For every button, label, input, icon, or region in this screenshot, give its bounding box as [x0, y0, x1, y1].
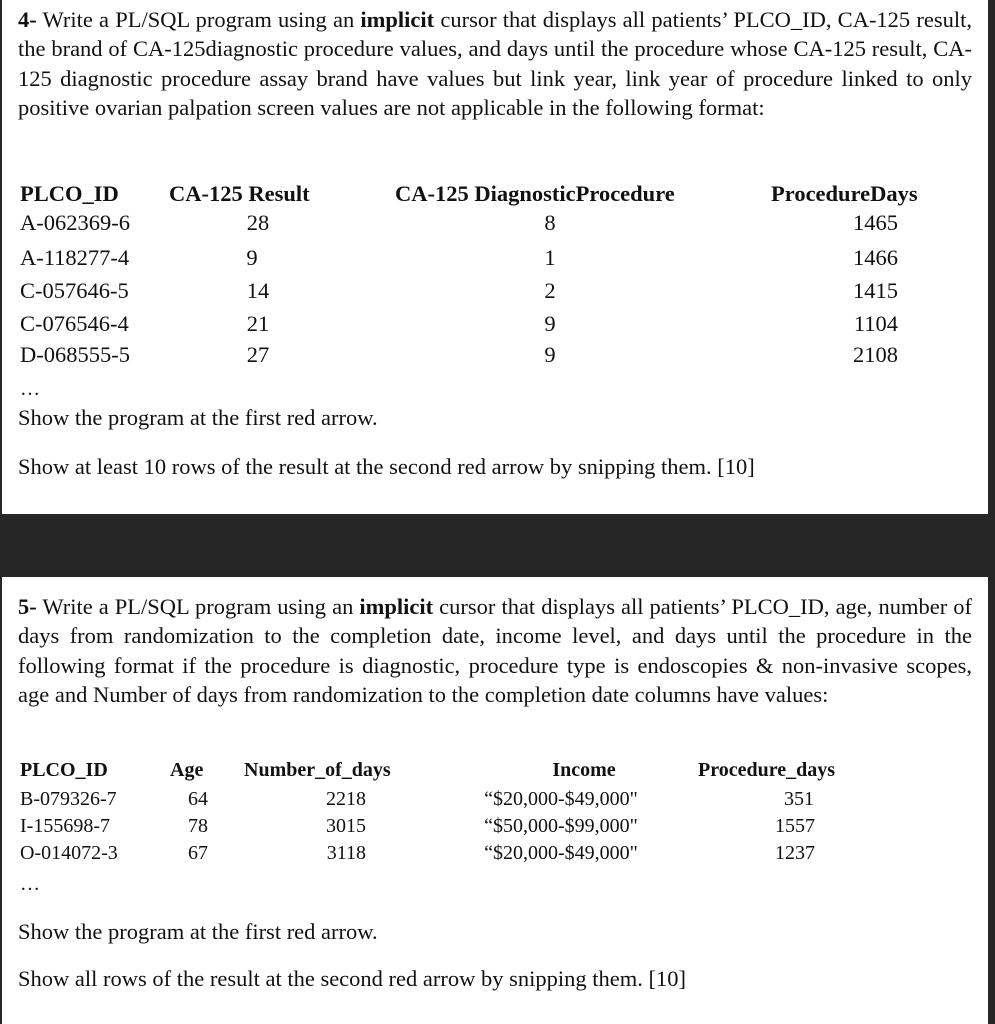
- q4-header-plco-id: PLCO_ID: [20, 181, 119, 206]
- q5-header-procedure-days: Procedure_days: [698, 759, 836, 781]
- q4-row5-plco-id: D-068555-5: [20, 342, 130, 367]
- q4-row2-result: 9: [246, 245, 258, 270]
- q5-row2-procedure-days: 1557: [775, 815, 815, 837]
- q4-row1-days: 1465: [853, 210, 898, 235]
- q5-row2-age: 78: [188, 815, 208, 837]
- q5-row3-income: “$20,000-$49,000": [484, 842, 638, 864]
- q4-row2-procedure: 1: [544, 245, 556, 270]
- q4-row1-result: 28: [246, 210, 270, 235]
- q4-row3-days: 1415: [853, 278, 898, 303]
- q5-row3-procedure-days: 1237: [775, 842, 815, 864]
- q4-bold-word: implicit: [360, 7, 435, 32]
- q4-row3-plco-id: C-057646-5: [20, 278, 129, 303]
- q5-header-plco-id: PLCO_ID: [20, 759, 108, 781]
- q4-row3-result: 14: [246, 278, 270, 303]
- q5-row3-number-of-days: 3118: [326, 842, 366, 864]
- q5-text-after: cursor that displays all patients’ PLCO_ID, age, number of days from randomization to the completion date, income level, and days until the procedure in the following format if the procedure is diagnostic, procedure type is endoscopies & non-invasive scopes, age and Number of days from randomization to the completion date columns have values:: [18, 594, 973, 707]
- q4-ellipsis: …: [20, 378, 41, 400]
- q4-row4-plco-id: C-076546-4: [20, 311, 129, 336]
- q5-header-age: Age: [170, 759, 204, 781]
- q4-header-ca125-result: CA-125 Result: [169, 181, 310, 206]
- q4-row5-days: 2108: [853, 342, 898, 367]
- q5-row1-procedure-days: 351: [784, 788, 814, 810]
- q5-header-number-of-days: Number_of_days: [244, 759, 391, 781]
- q5-bold-word: implicit: [359, 594, 434, 619]
- q4-row4-procedure: 9: [544, 311, 556, 336]
- q4-text-before: Write a PL/SQL program using an: [36, 7, 361, 32]
- q5-row2-income: “$50,000-$99,000": [484, 815, 638, 837]
- q4-row5-procedure: 9: [544, 342, 556, 367]
- q4-paragraph: [18, 5, 972, 122]
- q4-row3-procedure: 2: [544, 278, 556, 303]
- q4-row4-days: 1104: [853, 311, 898, 336]
- q4-header-procedure-days: ProcedureDays: [771, 181, 918, 206]
- q5-row1-number-of-days: 2218: [326, 788, 366, 810]
- q4-row1-procedure: 8: [544, 210, 556, 235]
- q5-ellipsis: …: [20, 873, 41, 895]
- q5-row1-income: “$20,000-$49,000": [484, 788, 638, 810]
- q4-text-after: cursor that displays all patients’ PLCO_ID, CA-125 result, the brand of CA-125diagnostic procedure values, and days until the procedure whose CA-125 result, CA-125 diagnostic procedure assay brand have values but link year, link year of procedure linked to only positive ovarian palpation screen values are not applicable in the following format:: [18, 7, 972, 120]
- q5-row1-age: 64: [188, 788, 208, 810]
- q5-paragraph: [18, 592, 972, 709]
- q5-text-before: Write a PL/SQL program using an: [36, 594, 360, 619]
- q4-row5-result: 27: [246, 342, 270, 367]
- q4-instruction-2: Show at least 10 rows of the result at the second red arrow by snipping them. [10]: [18, 454, 755, 479]
- q5-row3-age: 67: [188, 842, 208, 864]
- q4-instruction-1: Show the program at the first red arrow.: [18, 405, 378, 430]
- q4-number: 4-: [18, 7, 37, 32]
- q5-instruction-2: Show all rows of the result at the second red arrow by snipping them. [10]: [18, 966, 686, 991]
- q4-header-diagnostic-procedure: CA-125 DiagnosticProcedure: [395, 181, 675, 206]
- q4-row2-days: 1466: [853, 245, 898, 270]
- question-5-panel: [2, 577, 988, 1024]
- q4-row2-plco-id: A-118277-4: [20, 245, 130, 270]
- q5-header-income: Income: [552, 759, 616, 781]
- q5-number: 5-: [18, 594, 37, 619]
- q5-row2-plco-id: I-155698-7: [20, 815, 110, 837]
- q5-instruction-1: Show the program at the first red arrow.: [18, 919, 378, 944]
- q5-row1-plco-id: B-079326-7: [20, 788, 117, 810]
- question-4-panel: [2, 0, 988, 514]
- q4-row4-result: 21: [246, 311, 270, 336]
- q4-row1-plco-id: A-062369-6: [20, 210, 130, 235]
- q5-row2-number-of-days: 3015: [326, 815, 366, 837]
- q5-row3-plco-id: O-014072-3: [20, 842, 118, 864]
